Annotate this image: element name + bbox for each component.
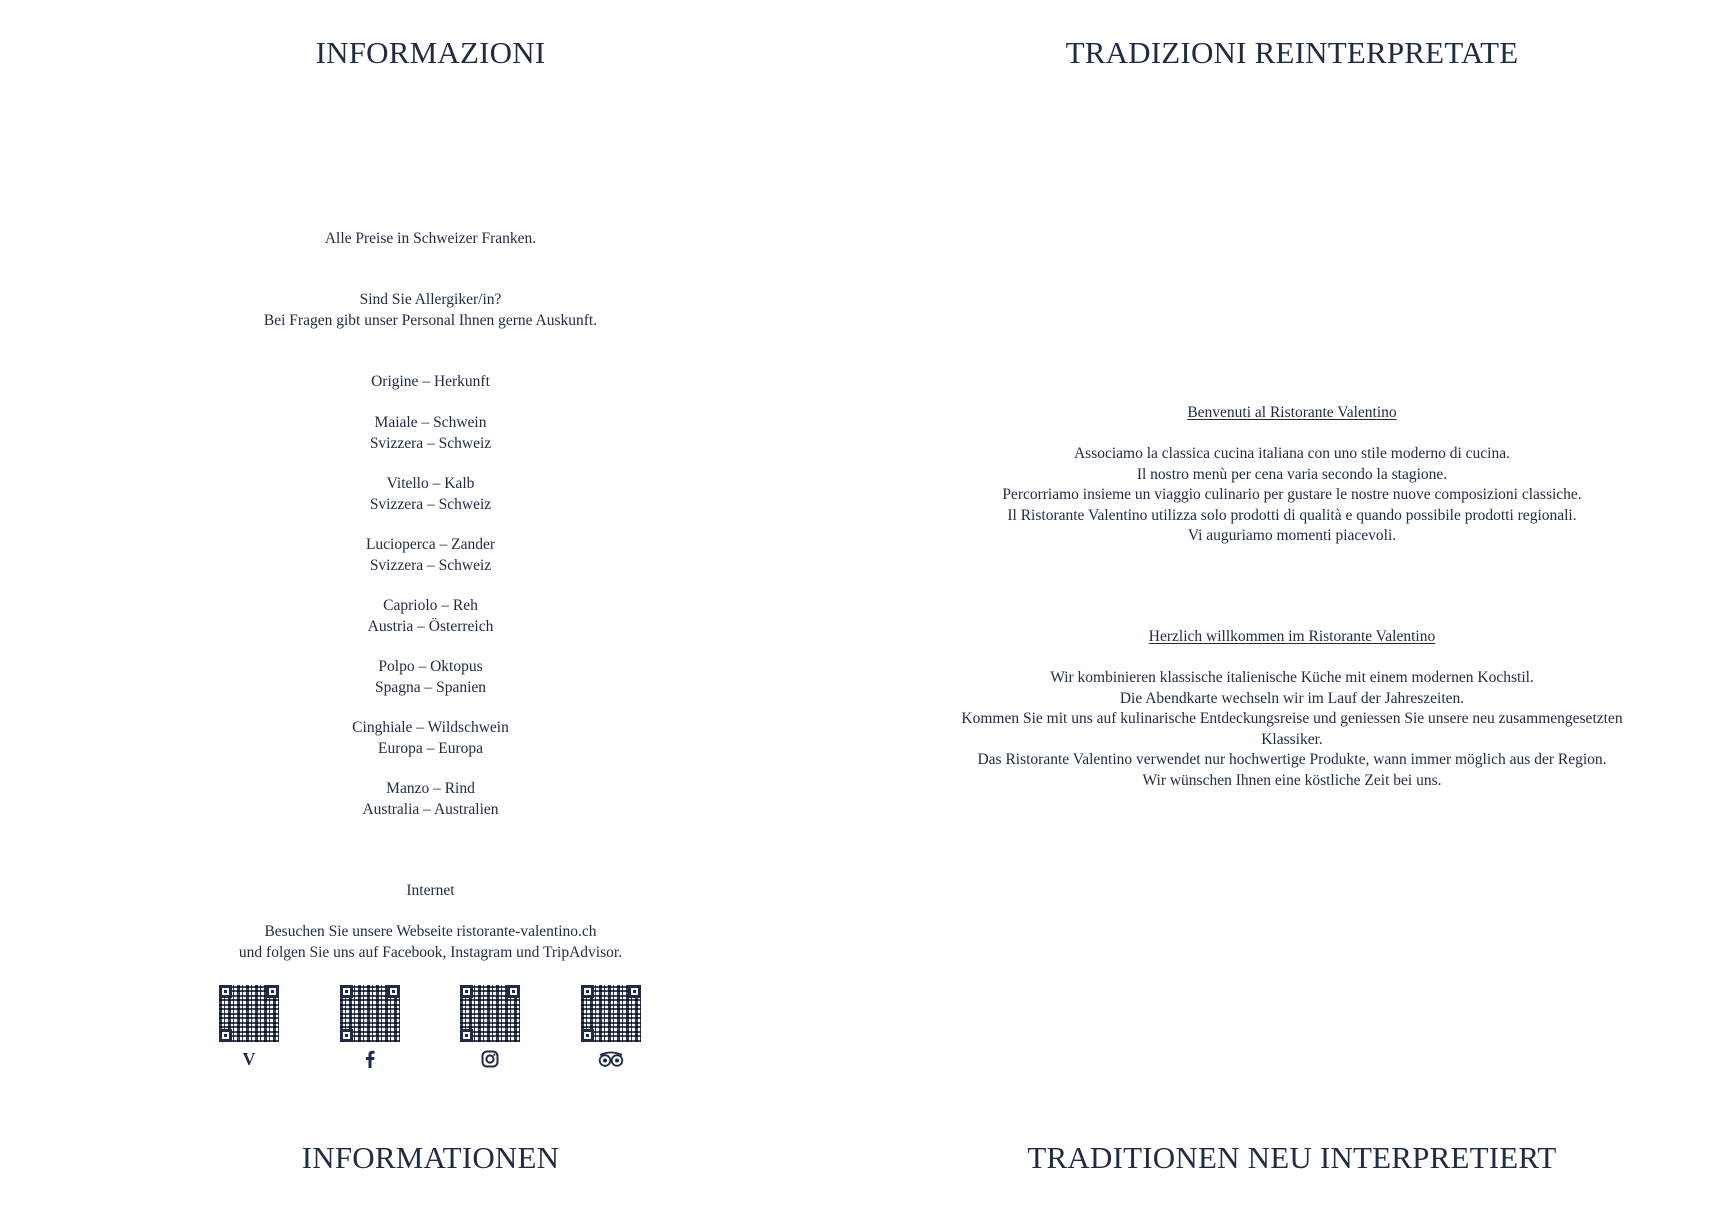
origin-heading-text: Origine – Herkunft [371, 373, 490, 390]
origin-item: Vitello – Kalb [386, 475, 475, 492]
italian-line: Associamo la classica cucina italiana con uno stile moderno di cucina. [1073, 445, 1510, 462]
german-welcome-heading [861, 627, 1723, 648]
origin-item: Maiale – Schwein [374, 414, 487, 431]
allergy-info: Bei Fragen gibt unser Personal Ihnen gerne Auskunft. [263, 311, 598, 329]
internet-heading [0, 881, 861, 902]
german-line: Klassiker. [1261, 730, 1323, 748]
origin-country: Europa – Europa [377, 739, 484, 757]
origin-entry [0, 413, 861, 454]
qr-code[interactable] [460, 985, 520, 1042]
origin-country: Austria – Österreich [367, 617, 494, 635]
origin-item: Lucioperca – Zander [365, 536, 496, 553]
website-line: Besuchen Sie unsere Webseite ristorante-valentino.ch [264, 923, 597, 940]
qr-code[interactable] [219, 985, 279, 1042]
left-page [0, 0, 861, 1218]
qr-code-row [218, 985, 642, 1068]
instagram-icon [481, 1050, 499, 1068]
german-line: Kommen Sie mit uns auf kulinarische Entdeckungsreise und geniessen Sie unsere neu zusammengesetzten [961, 710, 1623, 727]
origin-item: Cinghiale – Wildschwein [352, 719, 509, 736]
origin-entry [0, 657, 861, 698]
italian-welcome-heading [861, 403, 1723, 424]
italian-welcome-text [861, 444, 1723, 547]
italian-line: Percorriamo insieme un viaggio culinario per gustare le nostre nuove composizioni classiche. [1002, 486, 1582, 503]
origin-heading [0, 372, 861, 393]
italian-heading-text: Benvenuti al Ristorante Valentino [1187, 404, 1397, 421]
german-line: Die Abendkarte wechseln wir im Lauf der Jahreszeiten. [1119, 689, 1465, 707]
origin-country: Spagna – Spanien [374, 678, 487, 696]
valentino-logo-icon [243, 1050, 256, 1068]
page-title-tradizioni: TRADIZIONI REINTERPRETATE [1065, 35, 1519, 70]
facebook-icon [365, 1050, 375, 1068]
qr-code[interactable] [340, 985, 400, 1042]
german-line: Wir wünschen Ihnen eine köstliche Zeit bei uns. [1142, 771, 1442, 789]
italian-line: Il nostro menù per cena varia secondo la stagione. [1136, 465, 1448, 483]
origin-country: Svizzera – Schweiz [369, 495, 492, 513]
page-title-traditionen: TRADITIONEN NEU INTERPRETIERT [1027, 1140, 1557, 1175]
right-page [861, 0, 1723, 1218]
qr-facebook[interactable] [339, 985, 401, 1068]
prices-note [0, 229, 861, 250]
german-line: Wir kombinieren klassische italienische Küche mit einem modernen Kochstil. [1050, 669, 1534, 686]
german-welcome-text [861, 668, 1723, 791]
page-title-informazioni: INFORMAZIONI [315, 35, 546, 70]
origin-entry [0, 779, 861, 820]
origin-country: Svizzera – Schweiz [369, 556, 492, 574]
origin-entry [0, 474, 861, 515]
allergy-note [0, 290, 861, 331]
origin-country: Svizzera – Schweiz [369, 434, 492, 452]
italian-line: Vi auguriamo momenti piacevoli. [1187, 527, 1397, 544]
german-heading-text: Herzlich willkommen im Ristorante Valentino [1148, 628, 1436, 645]
internet-text [0, 922, 861, 963]
origin-item: Polpo – Oktopus [378, 658, 483, 675]
origin-entry [0, 718, 861, 759]
qr-tripadvisor[interactable] [580, 985, 642, 1068]
italian-line: Il Ristorante Valentino utilizza solo prodotti di qualità e quando possibile prodotti regionali. [1007, 506, 1577, 524]
origin-item: Capriolo – Reh [383, 597, 478, 614]
origin-item: Manzo – Rind [386, 780, 475, 797]
origin-country: Australia – Australien [362, 800, 499, 818]
german-line: Das Ristorante Valentino verwendet nur hochwertige Produkte, wann immer möglich aus der Region. [977, 751, 1607, 768]
qr-instagram[interactable] [459, 985, 521, 1068]
tripadvisor-icon [597, 1050, 625, 1068]
qr-code[interactable] [581, 985, 641, 1042]
valentino-logo-letter: V [242, 1049, 256, 1069]
social-line: und folgen Sie uns auf Facebook, Instagram und TripAdvisor. [238, 943, 623, 961]
internet-heading-text: Internet [406, 882, 455, 899]
origin-entry [0, 535, 861, 576]
origin-entry [0, 596, 861, 637]
prices-text: Alle Preise in Schweizer Franken. [324, 230, 537, 247]
qr-website[interactable] [218, 985, 280, 1068]
page-title-informationen: INFORMATIONEN [301, 1140, 560, 1175]
allergy-question: Sind Sie Allergiker/in? [359, 291, 502, 308]
